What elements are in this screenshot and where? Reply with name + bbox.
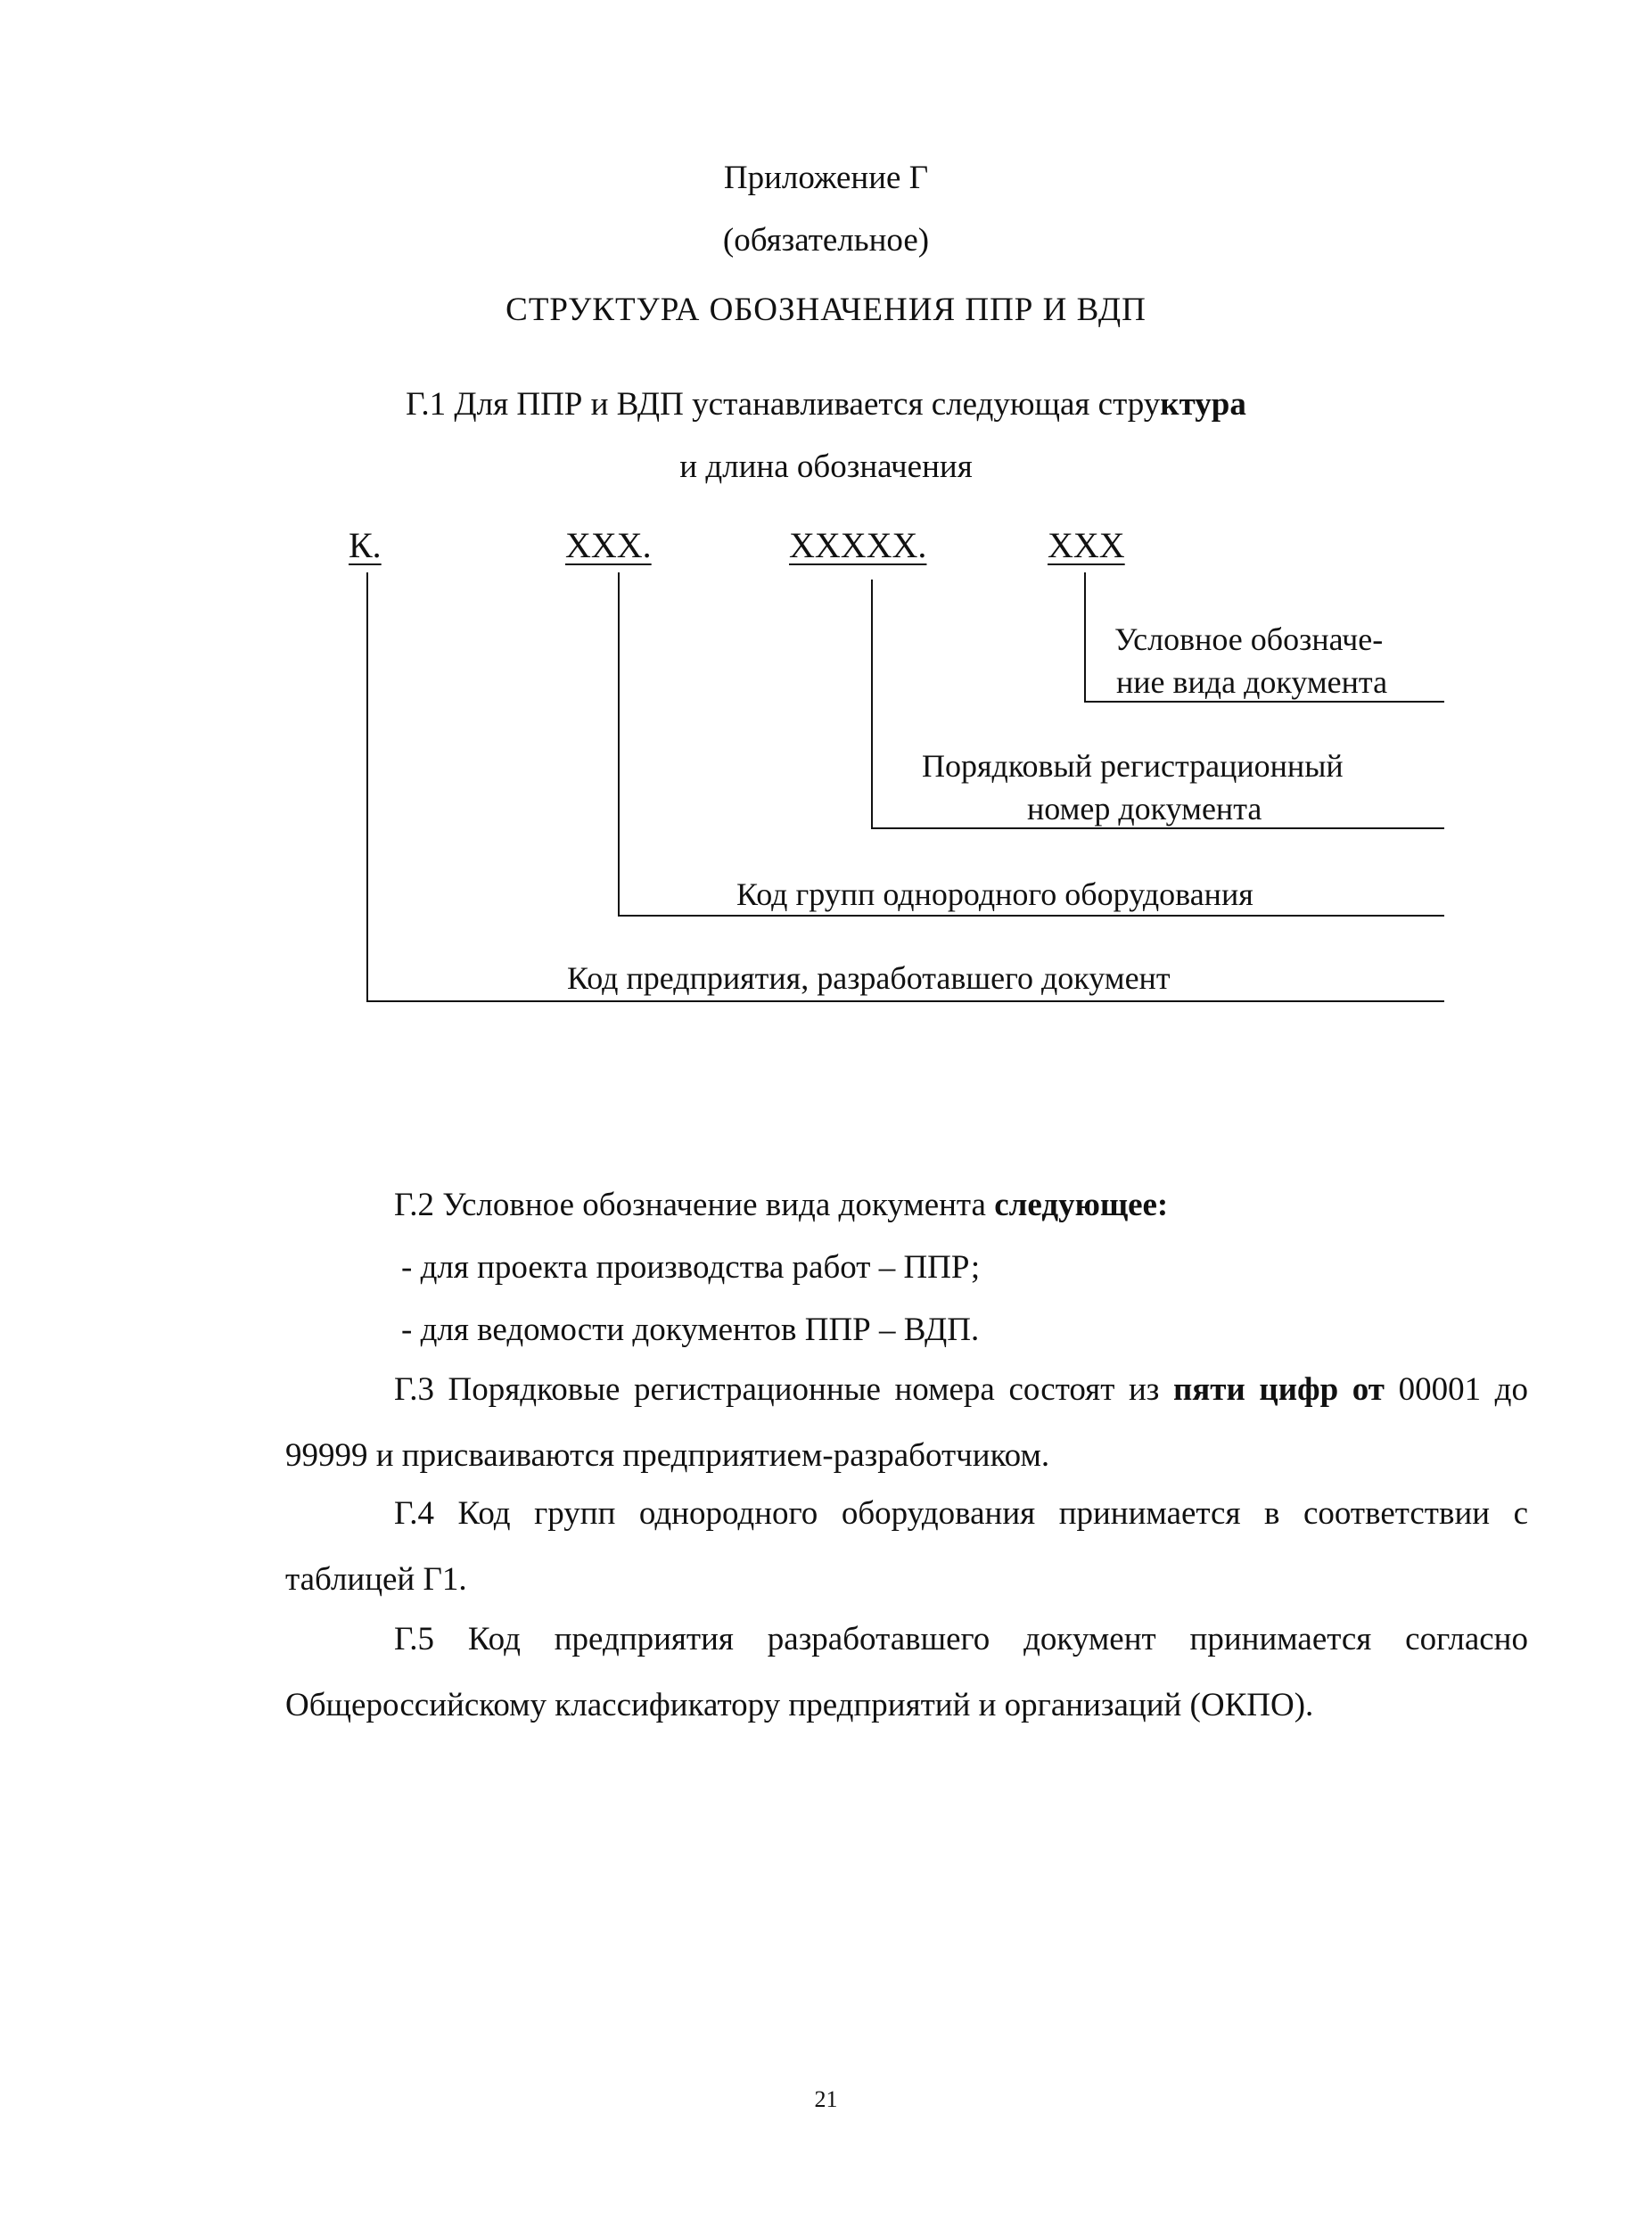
section-g1-line1 (0, 385, 1652, 424)
label-group-code: Код групп однородного оборудования (736, 876, 1253, 912)
page-number: 21 (814, 2086, 838, 2112)
section-g2-item-ppr: - для проекта производства работ – ППР; (401, 1249, 981, 1286)
section-g1-text: Г.1 Для ППР и ВДП устанавливается следующая стру (406, 386, 1161, 423)
section-g2-text: Г.2 Условное обозначение вида документа (394, 1187, 995, 1223)
leader-doc-type (1084, 701, 1444, 703)
section-g3 (285, 1357, 1528, 1489)
leader-reg-number (871, 827, 1444, 829)
appendix-title: Приложение Г (723, 160, 929, 196)
connector-enterprise (366, 572, 368, 1002)
section-g2-bold: следующее: (994, 1187, 1169, 1223)
leader-group (618, 915, 1444, 917)
section-g1-bold: ктура (1160, 386, 1246, 423)
connector-doc-type (1084, 572, 1086, 703)
label-doc-type-2: ние вида документа (1116, 664, 1388, 700)
section-g3-text-2: 00001 до 99999 и присваиваются предприятием-разработчиком. (285, 1371, 1528, 1474)
section-g3-text-1: Г.3 Порядковые регистрационные номера состоят из (394, 1371, 1173, 1408)
section-g1-line2: и длина обозначения (679, 448, 973, 485)
section-g2-item-vdp: - для ведомости документов ППР – ВДП. (401, 1312, 980, 1348)
section-g2-lead (394, 1186, 1168, 1224)
section-g4: Г.4 Код групп однородного оборудования принимается в соответствии с таблицей Г1. (285, 1495, 1528, 1598)
connector-group (618, 572, 620, 917)
code-doc-type: XXX (1048, 525, 1125, 565)
label-reg-number-1: Порядковый регистрационный (922, 748, 1344, 784)
label-doc-type-1: Условное обозначе- (1114, 621, 1384, 657)
code-enterprise: К. (349, 525, 382, 565)
section-g5: Г.5 Код предприятия разработавшего документ принимается согласно Общероссийскому классификатору предприятий и организаций (ОКПО). (285, 1621, 1528, 1723)
code-group: XXX. (565, 525, 652, 565)
code-reg-number: XXXXX. (789, 525, 927, 565)
leader-enterprise (366, 1000, 1444, 1002)
appendix-status: (обязательное) (722, 222, 930, 259)
label-enterprise-code: Код предприятия, разработавшего документ (567, 960, 1171, 996)
appendix-heading: СТРУКТУРА ОБОЗНАЧЕНИЯ ППР И ВДП (505, 292, 1147, 328)
label-reg-number-2: номер документа (1027, 791, 1262, 827)
section-g3-bold: пяти цифр от (1172, 1371, 1385, 1408)
connector-reg-number (871, 580, 873, 829)
